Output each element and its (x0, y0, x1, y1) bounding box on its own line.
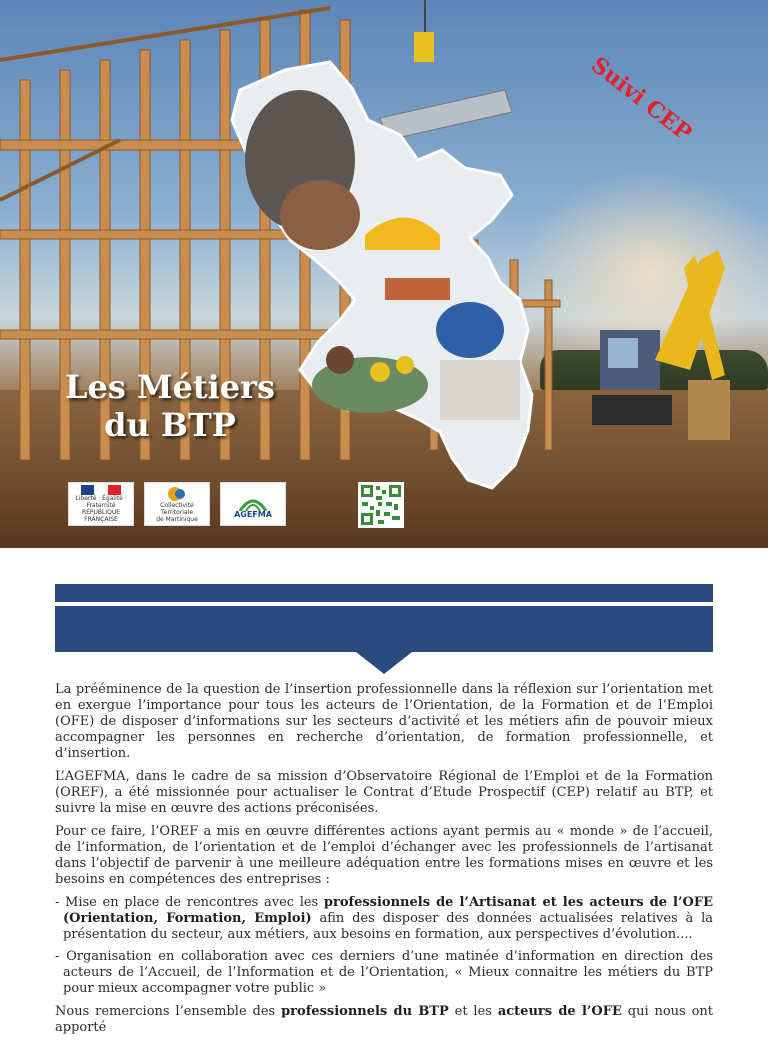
qr-code-icon[interactable] (358, 482, 404, 528)
paragraph-4-post: qui nous ont apporté (55, 1004, 714, 1035)
agefma-sun-icon (238, 491, 268, 511)
logo-ctm-sub: de Martinique (156, 515, 198, 523)
suivi-cep-stamp: Suivi CEP (585, 52, 697, 147)
list-item-2: - Organisation en collaboration avec ces derniers d’une matinée d’information en direction des acteurs de l’Accueil, de l’Information et de l’Orientation, « Mieux connaitre les métiers du BTP pour mieux accompagner votre public » (55, 949, 713, 996)
paragraph-4-mid: et les (448, 1004, 498, 1019)
logo-ctm-text: Collectivité Territoriale (160, 501, 194, 516)
header-band-top (55, 584, 713, 602)
partner-logos (68, 482, 286, 526)
intro-text (55, 682, 713, 1043)
marianne-flag-icon (81, 485, 121, 495)
paragraph-1: La prééminence de la question de l’insertion professionnelle dans la réflexion sur l’orientation met en exergue l’importance pour tous les acteurs de l’Orientation, de la Formation et de l’Emploi (OFE) de disposer d’informations sur les secteurs d’activité et les métiers afin de pouvoir mieux accompagner les personnes en recherche d’orientation, de formation professionnelle, et d’insertion. (55, 682, 713, 761)
list-item (55, 949, 713, 997)
logo-agefma (220, 482, 286, 526)
ctm-emblem-icon (167, 486, 187, 502)
list-item-1-post: afin des disposer des données actualisées relatives à la présentation du secteur, aux métiers, aux besoins en formation, aux perspectives d’évolution.... (63, 911, 713, 942)
logo-collectivite-martinique (144, 482, 210, 526)
actions-list (55, 895, 713, 997)
paragraph-4-bold2: acteurs de l’OFE (497, 1004, 622, 1019)
hero-title-line2: du BTP (104, 406, 236, 444)
logo-republique-francaise (68, 482, 134, 526)
hero-title (36, 368, 304, 444)
paragraph-4-pre: Nous remercions l’ensemble des (55, 1004, 282, 1019)
paragraph-4-bold1: professionnels du BTP (281, 1004, 449, 1019)
logo-rf-text: Liberté · Égalité · Fraternité (75, 495, 127, 509)
paragraph-2: L’AGEFMA, dans le cadre de sa mission d’Observatoire Régional de l’Emploi et de la Formation (OREF), a été missionnée pour actualiser le Contrat d’Etude Prospectif (CEP) relatif au BTP, et suivre la mise en œuvre des actions préconisées. (55, 769, 713, 816)
logo-agefma-text: AGEFMA (234, 509, 272, 519)
paragraph-3: Pour ce faire, l’OREF a mis en œuvre différentes actions ayant permis au « monde » de l’accueil, de l’information, de l’orientation et de l’emploi d’échanger avec les professionnels de l’artisanat dans l’objectif de parvenir à une meilleure adéquation entre les formations mises en œuvre et les besoins en compétences des entreprises : (55, 824, 713, 887)
list-item (55, 895, 713, 943)
paragraph-4 (55, 1004, 713, 1036)
hero-title-line1: Les Métiers (65, 368, 275, 406)
list-item-1-pre: - Mise en place de rencontres avec les (55, 895, 324, 910)
logo-rf-sub: RÉPUBLIQUE FRANÇAISE (81, 509, 121, 523)
header-band-arrow (356, 652, 412, 674)
header-band-main (55, 606, 713, 652)
list-item-1-bold: professionnels de l’Artisanat et les acteurs de l’OFE (Orientation, Formation, Emploi) (63, 895, 713, 926)
